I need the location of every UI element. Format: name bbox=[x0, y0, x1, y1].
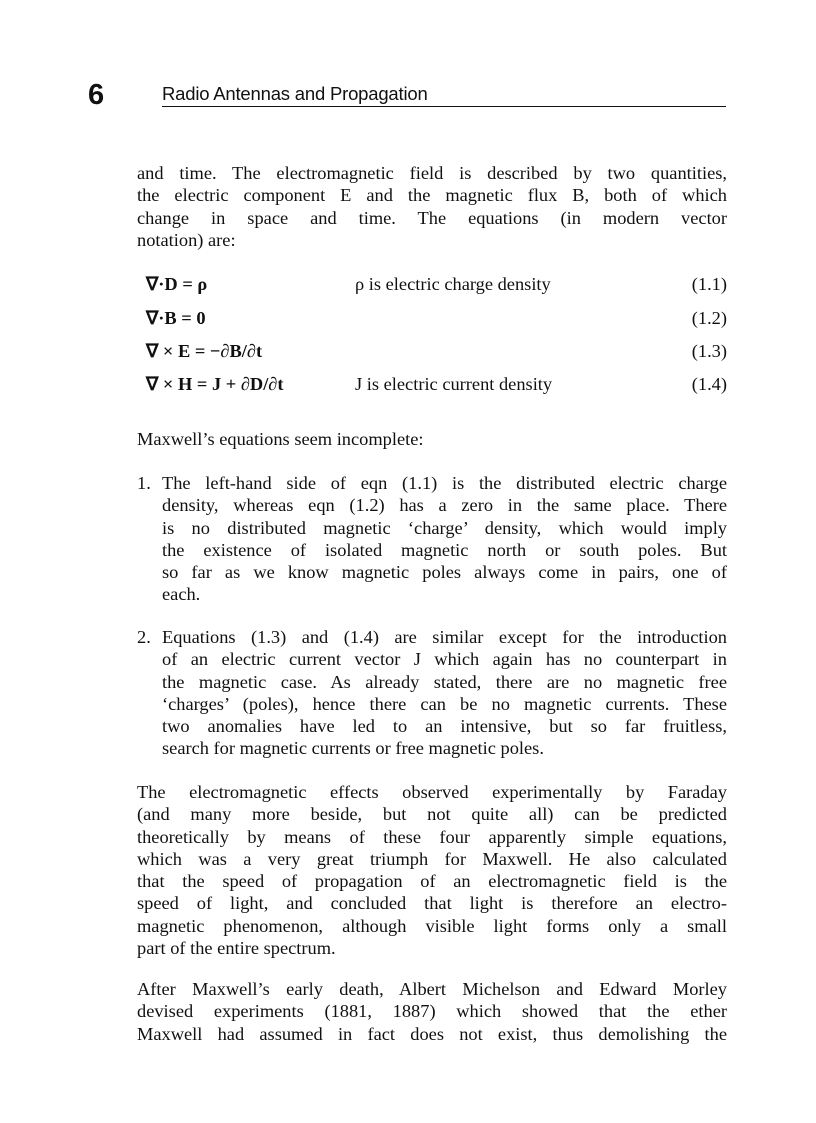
paragraph-line: theoretically by means of these four apparently simple equations, bbox=[137, 826, 727, 847]
paragraph-line: The electromagnetic effects observed experimentally by Faraday bbox=[137, 782, 727, 802]
equation-number: (1.3) bbox=[691, 341, 727, 361]
faraday-paragraph bbox=[137, 781, 727, 959]
list-item-text bbox=[162, 626, 727, 760]
equation-note: J is electric current density bbox=[355, 374, 553, 394]
paragraph-line: which was a very great triumph for Maxwell. He also calculated bbox=[137, 848, 727, 869]
equation-1-1 bbox=[146, 272, 727, 296]
list-line: two anomalies have led to an intensive, but so far fruitless, bbox=[162, 716, 727, 737]
paragraph-line: Maxwell had assumed in fact does not exist, thus demolishing the bbox=[137, 1023, 727, 1044]
list-line: ‘charges’ (poles), hence there can be no magnetic currents. These bbox=[162, 693, 727, 714]
list-line: so far as we know magnetic poles always come in pairs, one of bbox=[162, 562, 727, 583]
intro-paragraph bbox=[137, 162, 727, 251]
running-title: Radio Antennas and Propagation bbox=[162, 83, 428, 104]
page-header bbox=[88, 80, 726, 110]
list-line: the existence of isolated magnetic north or south poles. But bbox=[162, 539, 727, 560]
paragraph-line: that the speed of propagation of an electromagnetic field is the bbox=[137, 871, 727, 892]
equation-number: (1.4) bbox=[691, 374, 727, 394]
equation-1-4 bbox=[146, 372, 727, 396]
paragraph-line: speed of light, and concluded that light is therefore an electro- bbox=[137, 893, 727, 914]
list-item-text bbox=[162, 472, 727, 606]
paragraph-line: devised experiments (1881, 1887) which showed that the ether bbox=[137, 1001, 727, 1022]
list-item-number: 2. bbox=[137, 627, 151, 647]
list-line: of an electric current vector J which again has no counterpart in bbox=[162, 649, 727, 670]
list-line: density, whereas eqn (1.2) has a zero in the same place. There bbox=[162, 495, 727, 516]
list-line: each. bbox=[162, 584, 201, 605]
list-item-number: 1. bbox=[137, 473, 151, 493]
michelson-paragraph bbox=[137, 978, 727, 1045]
incomplete-intro: Maxwell’s equations seem incomplete: bbox=[137, 429, 424, 449]
list-line: is no distributed magnetic ‘charge’ density, which would imply bbox=[162, 517, 727, 538]
equation-note: ρ is electric charge density bbox=[355, 274, 551, 294]
list-line: search for magnetic currents or free magnetic poles. bbox=[162, 738, 544, 759]
equation-expression: ∇ × E = −∂B/∂t bbox=[146, 341, 263, 361]
page-number: 6 bbox=[88, 79, 105, 111]
equation-1-3 bbox=[146, 339, 727, 363]
equation-expression: ∇·D = ρ bbox=[146, 274, 208, 294]
intro-line-3: change in space and time. The equations (in modern vector bbox=[137, 207, 727, 228]
list-line: Equations (1.3) and (1.4) are similar except for the introduction bbox=[162, 627, 727, 647]
intro-line-2: the electric component E and the magnetic flux B, both of which bbox=[137, 185, 727, 206]
intro-line-4: notation) are: bbox=[137, 229, 236, 250]
header-rule bbox=[162, 106, 726, 107]
list-line: The left-hand side of eqn (1.1) is the distributed electric charge bbox=[162, 473, 727, 493]
equation-1-2 bbox=[146, 306, 727, 330]
paragraph-line: magnetic phenomenon, although visible light forms only a small bbox=[137, 915, 727, 936]
equation-expression: ∇·B = 0 bbox=[146, 308, 206, 328]
paragraph-line: (and many more beside, but not quite all) can be predicted bbox=[137, 804, 727, 825]
intro-line-1: and time. The electromagnetic field is described by two quantities, bbox=[137, 163, 727, 183]
equation-number: (1.1) bbox=[691, 274, 727, 294]
equation-number: (1.2) bbox=[691, 308, 727, 328]
list-line: the magnetic case. As already stated, there are no magnetic free bbox=[162, 671, 727, 692]
paragraph-line: part of the entire spectrum. bbox=[137, 938, 336, 959]
paragraph-line: After Maxwell’s early death, Albert Michelson and Edward Morley bbox=[137, 979, 727, 999]
equation-expression: ∇ × H = J + ∂D/∂t bbox=[146, 374, 284, 394]
